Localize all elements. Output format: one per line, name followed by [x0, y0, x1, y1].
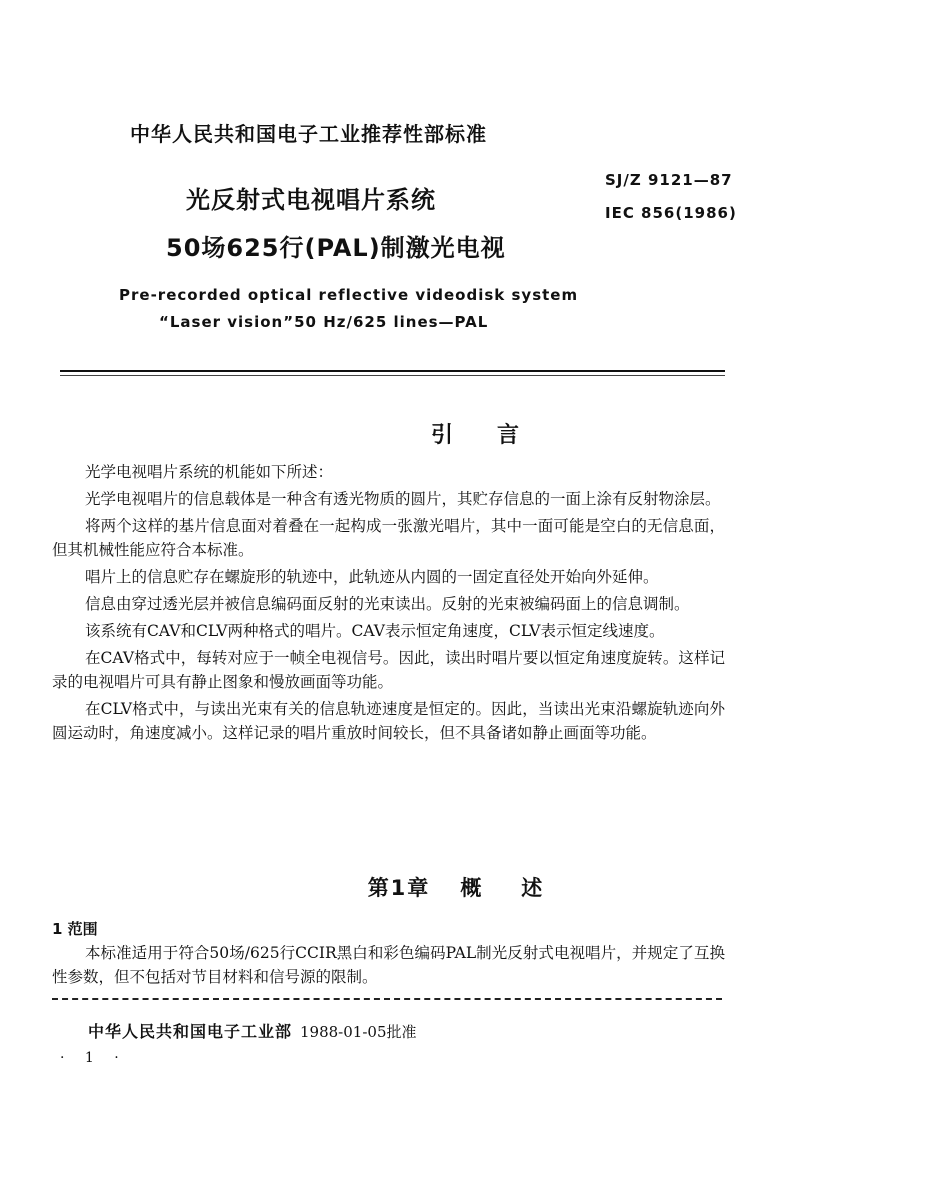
standard-code: SJ/Z 9121—87: [605, 171, 733, 189]
footer-divider: [52, 998, 722, 1000]
approval-date: 1988-01-05批准: [300, 1023, 417, 1041]
title-en-line2: “Laser vision”50 Hz/625 lines—PAL: [159, 313, 489, 331]
intro-paragraph: 将两个这样的基片信息面对着叠在一起构成一张激光唱片，其中一面可能是空白的无信息面，但其机械性能应符合本标准。: [52, 517, 725, 559]
header-divider-thin: [60, 375, 725, 376]
header-divider: [60, 370, 725, 372]
chapter-label: 第1章: [367, 876, 431, 900]
title-cn-line1: 光反射式电视唱片系统: [186, 186, 436, 214]
intro-paragraph: 光学电视唱片的信息载体是一种含有透光物质的圆片，其贮存信息的一面上涂有反射物涂层。: [85, 490, 721, 508]
intro-paragraph: 信息由穿过透光层并被信息编码面反射的光束读出。反射的光束被编码面上的信息调制。: [85, 595, 690, 613]
chapter-name: 概述: [460, 876, 583, 900]
scope-paragraph: 本标准适用于符合50场/625行CCIR黑白和彩色编码PAL制光反射式电视唱片，并规定了互换性参数，但不包括对节目材料和信号源的限制。: [52, 944, 725, 986]
title-en-line1: Pre-recorded optical reflective videodisk system: [119, 286, 579, 304]
issuer-heading: 中华人民共和国电子工业推荐性部标准: [130, 122, 487, 146]
title-cn-line2: 50场625行(PAL)制激光电视: [166, 234, 506, 262]
intro-paragraph: 在CLV格式中，与读出光束有关的信息轨迹速度是恒定的。因此，当读出光束沿螺旋轨迹向外圆运动时，角速度减小。这样记录的唱片重放时间较长，但不具备诸如静止画面等功能。: [52, 700, 725, 742]
chapter-heading: [0, 872, 950, 902]
intro-paragraph: 在CAV格式中，每转对应于一帧全电视信号。因此，读出时唱片要以恒定角速度旋转。这样记录的电视唱片可具有静止图象和慢放画面等功能。: [52, 649, 725, 691]
scope-heading: 1 范围: [52, 920, 98, 938]
intro-paragraph: 光学电视唱片系统的机能如下所述：: [85, 463, 334, 481]
page-number: · 1 ·: [60, 1050, 127, 1066]
scope-body: [52, 941, 725, 992]
intro-paragraph: 唱片上的信息贮存在螺旋形的轨迹中，此轨迹从内圆的一固定直径处开始向外延伸。: [85, 568, 659, 586]
intro-paragraph: 该系统有CAV和CLV两种格式的唱片。CAV表示恒定角速度，CLV表示恒定线速度。: [85, 622, 665, 640]
introduction-body: [52, 460, 725, 748]
iec-reference: IEC 856(1986): [605, 204, 737, 222]
introduction-heading: 引言: [430, 423, 563, 448]
approving-authority: 中华人民共和国电子工业部: [88, 1022, 293, 1041]
